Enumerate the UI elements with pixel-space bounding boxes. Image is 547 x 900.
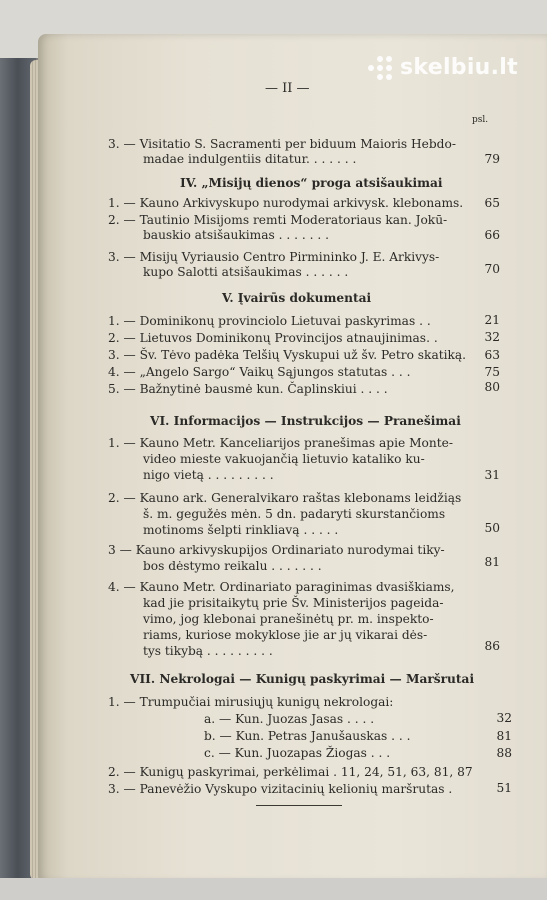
page-number: 50 — [484, 521, 500, 535]
toc-entry: 1. — Dominikonų provinciolo Lietuvai paskyrimas . . — [108, 314, 431, 328]
toc-entry: 3. — Misijų Vyriausio Centro Pirmininko J. E. Arkivys- — [108, 250, 440, 264]
watermark-text: skelbiu.lt — [400, 55, 518, 80]
page-number: 81 — [496, 729, 512, 743]
table-surface — [0, 878, 547, 900]
page-number: 75 — [484, 365, 500, 379]
toc-entry-cont: nigo vietą . . . . . . . . . — [143, 468, 274, 482]
page-number: 63 — [484, 348, 500, 362]
toc-entry-cont: bauskio atsišaukimas . . . . . . . — [143, 228, 329, 242]
toc-entry: 4. — Kauno Metr. Ordinariato paraginimas dvasiškiams, — [108, 580, 455, 594]
toc-subentry: b. — Kun. Petras Janušauskas . . . — [204, 729, 411, 743]
page-column-label: psl. — [472, 115, 489, 125]
page-number: 80 — [484, 380, 500, 394]
toc-entry-cont: video mieste vakuojančią lietuvio kataliko ku- — [143, 452, 425, 466]
page-number: 66 — [484, 228, 500, 242]
toc-entry: 4. — „Angelo Sargo“ Vaikų Sąjungos statutas . . . — [108, 365, 411, 379]
toc-entry-cont: š. m. gegužės mėn. 5 dn. padaryti skurstančioms — [143, 507, 446, 521]
toc-entry: 3. — Visitatio S. Sacramenti per biduum Maioris Hebdo- — [108, 137, 456, 151]
toc-subentry: a. — Kun. Juozas Jasas . . . . — [204, 712, 375, 726]
toc-entry-cont: riams, kuriose mokyklose jie ar jų vikarai dės- — [143, 628, 428, 642]
toc-entry: 2. — Tautinio Misijoms remti Moderatoriaus kan. Jokū- — [108, 213, 448, 227]
section-heading: VII. Nekrologai — Kunigų paskyrimai — Maršrutai — [130, 672, 475, 686]
toc-entry: 1. — Kauno Metr. Kanceliarijos pranešimas apie Monte- — [108, 436, 453, 450]
toc-entry: 3. — Panevėžio Vyskupo vizitacinių kelionių maršrutas . — [108, 782, 453, 796]
closing-rule — [256, 805, 342, 806]
toc-entry: 1. — Trumpučiai mirusiųjų kunigų nekrologai: — [108, 695, 394, 709]
page-number: 70 — [484, 262, 500, 276]
page-number: 32 — [484, 330, 500, 344]
toc-entry: 2. — Kunigų paskyrimai, perkėlimai . 11, 24, 51, 63, 81, 87 — [108, 765, 473, 779]
toc-entry-cont: bos dėstymo reikalu . . . . . . . — [143, 559, 322, 573]
page-marker: — II — — [265, 81, 310, 96]
page-number: 31 — [484, 468, 500, 482]
section-heading: V. Įvairūs dokumentai — [222, 291, 372, 305]
toc-entry-cont: motinoms šelpti rinkliavą . . . . . — [143, 523, 339, 537]
page-number: 65 — [484, 196, 500, 210]
toc-entry: 1. — Kauno Arkivyskupo nurodymai arkivysk. klebonams. — [108, 196, 464, 210]
page-number: 81 — [484, 555, 500, 569]
page-number: 79 — [484, 152, 500, 166]
toc-entry: 3. — Šv. Tėvo padėka Telšių Vyskupui už šv. Petro skatiką. — [108, 348, 467, 362]
toc-entry: 5. — Bažnytinė bausmė kun. Čaplinskiui . . . . — [108, 382, 388, 396]
page-number: 88 — [496, 746, 512, 760]
toc-entry-cont: vimo, jog klebonai pranešinėtų pr. m. inspekto- — [143, 612, 434, 626]
page-number: 32 — [496, 711, 512, 725]
toc-subentry: c. — Kun. Juozapas Žiogas . . . — [204, 746, 391, 760]
page-number: 51 — [496, 781, 512, 795]
toc-entry: 2. — Lietuvos Dominikonų Provincijos atnaujinimas. . — [108, 331, 438, 345]
toc-entry-cont: kupo Salotti atsišaukimas . . . . . . — [143, 265, 349, 279]
page-number: 86 — [484, 639, 500, 653]
toc-entry-cont: madae indulgentiis ditatur. . . . . . . — [143, 152, 357, 166]
logo-dots-icon — [368, 56, 394, 80]
section-heading: IV. „Misijų dienos“ proga atsišaukimai — [180, 176, 443, 190]
page-number: 21 — [484, 313, 500, 327]
toc-entry-cont: tys tikybą . . . . . . . . . — [143, 644, 273, 658]
watermark-logo — [368, 55, 518, 80]
section-heading: VI. Informacijos — Instrukcijos — Pranešimai — [150, 414, 461, 428]
toc-entry: 2. — Kauno ark. Generalvikaro raštas klebonams leidžiąs — [108, 491, 462, 505]
toc-entry-cont: kad jie prisitaikytų prie Šv. Ministerijos pageida- — [143, 596, 444, 610]
toc-entry: 3 — Kauno arkivyskupijos Ordinariato nurodymai tiky- — [108, 543, 445, 557]
